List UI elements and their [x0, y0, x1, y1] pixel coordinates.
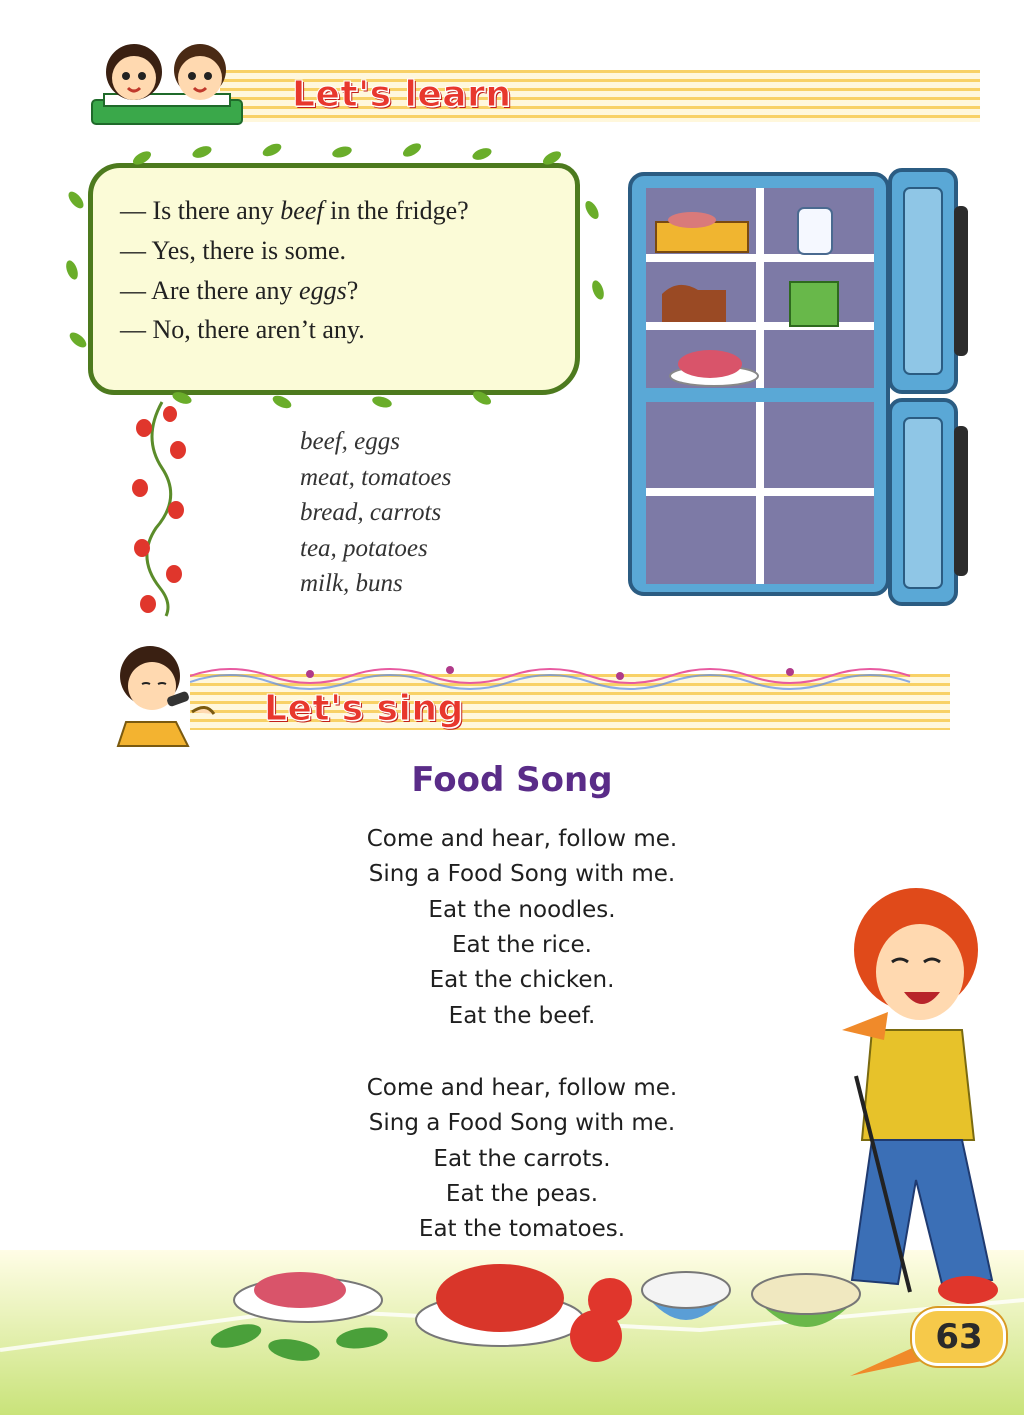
music-notes-decoration [190, 656, 950, 692]
dialogue-line: — Is there any beef in the fridge? [120, 196, 469, 225]
sing-section-title: Let's sing [264, 688, 464, 729]
page-number: 63 [912, 1308, 1006, 1366]
word-list-item: meat, tomatoes [300, 464, 452, 491]
fridge-illustration [626, 166, 972, 610]
song-line: Eat the rice. [452, 932, 592, 958]
song-line: Eat the carrots. [433, 1146, 611, 1172]
learn-section-title: Let's learn [292, 74, 512, 115]
dialogue-line: — No, there aren’t any. [120, 315, 365, 344]
word-list-item: bread, carrots [300, 499, 442, 526]
song-line: Eat the tomatoes. [418, 1216, 626, 1242]
word-list-item: milk, buns [300, 570, 403, 597]
song-line: Eat the beef. [448, 1003, 596, 1029]
song-title: Food Song [411, 760, 613, 800]
song-line: Eat the chicken. [429, 967, 615, 993]
vine-leaves-decoration [62, 140, 610, 410]
strawberry-vine-icon [122, 398, 192, 620]
dialogue-line: — Are there any eggs? [120, 276, 359, 305]
boy-singer-illustration [812, 880, 1016, 1320]
song-line: Eat the peas. [445, 1181, 599, 1207]
word-list-item: beef, eggs [300, 428, 400, 455]
song-line: Come and hear, follow me. [366, 826, 678, 852]
reading-kids-illustration [88, 38, 258, 130]
song-line: Sing a Food Song with me. [368, 1110, 676, 1136]
dialogue-line: — Yes, there is some. [120, 236, 347, 265]
song-line: Eat the noodles. [428, 897, 616, 923]
singing-boy-illustration [96, 642, 232, 750]
word-list-item: tea, potatoes [300, 535, 428, 562]
song-line: Come and hear, follow me. [366, 1075, 678, 1101]
song-line: Sing a Food Song with me. [368, 861, 676, 887]
